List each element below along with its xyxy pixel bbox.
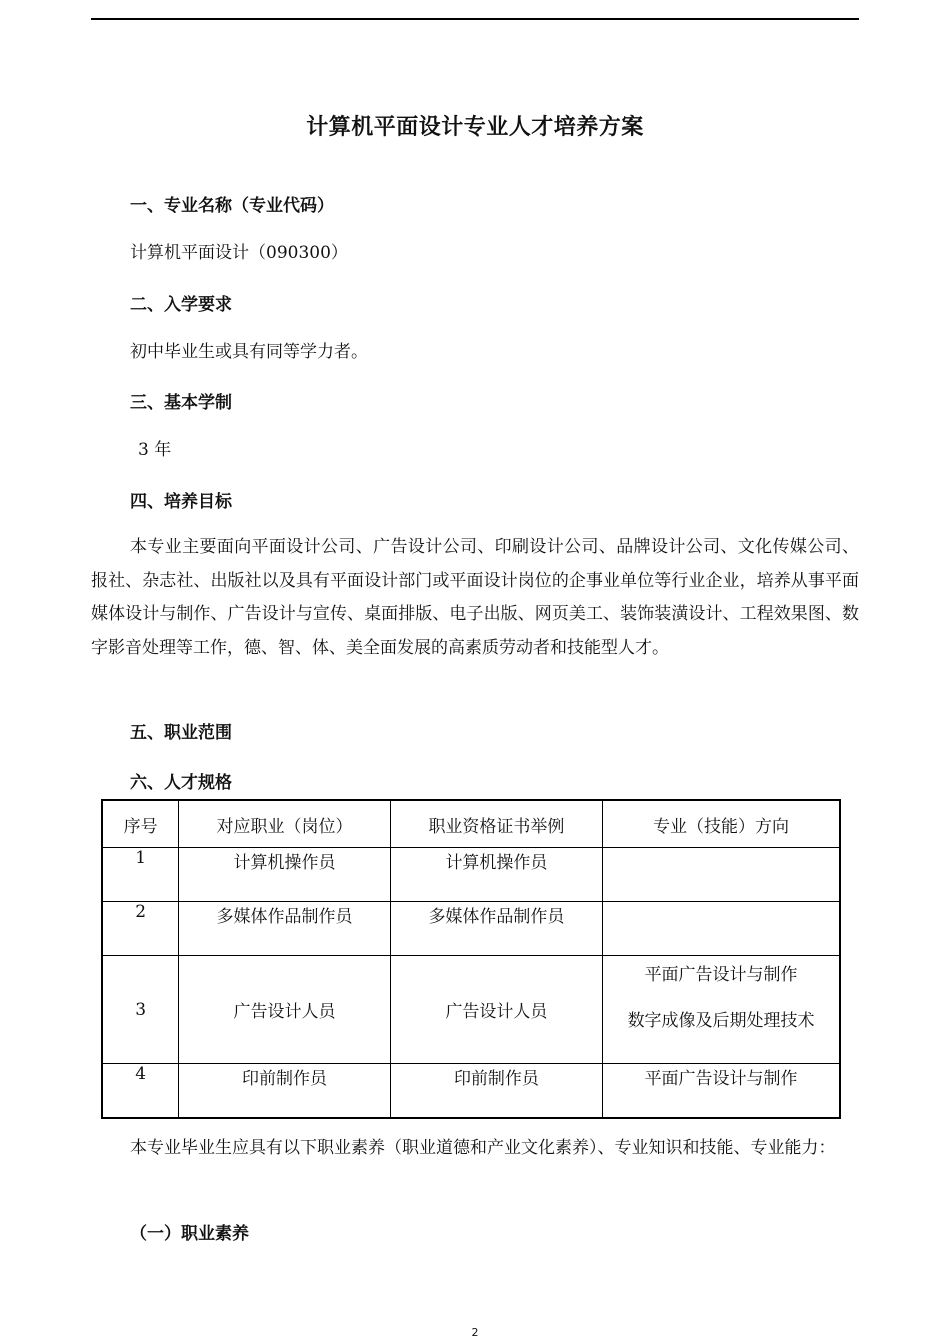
direction-line: 平面广告设计与制作 (644, 965, 798, 985)
section-heading-duration: 三、基本学制 (130, 393, 232, 413)
major-name-text: 计算机平面设计（090300） (130, 243, 348, 263)
subsection-heading-professional-quality: （一）职业素养 (130, 1224, 249, 1244)
cert-cell: 多媒体作品制作员 (390, 902, 602, 956)
objective-paragraph: 本专业主要面向平面设计公司、广告设计公司、印刷设计公司、品牌设计公司、文化传媒公司、报社、杂志社、出版社以及具有平面设计部门或平面设计岗位的企事业单位等行业企业，培养从事平面媒体设计与制作、广告设计与宣传、桌面排版、电子出版、网页美工、装饰装潢设计、工程效果图、数字影音处理等工作，德、智、体、美全面发展的高素质劳动者和技能型人才。 (91, 537, 859, 658)
table-row (102, 956, 840, 1064)
table-header-row (102, 800, 840, 848)
section-heading-career-scope: 五、职业范围 (130, 723, 232, 743)
header-cell: 对应职业（岗位） (179, 800, 390, 848)
row-number-cell: 3 (102, 956, 179, 1064)
direction-line: 数字成像及后期处理技术 (627, 1011, 815, 1031)
header-rule (91, 18, 859, 20)
direction-cell: 平面广告设计与制作 (603, 1064, 840, 1119)
header-cell: 序号 (102, 800, 179, 848)
admission-text: 初中毕业生或具有同等学力者。 (130, 342, 368, 362)
document-title: 计算机平面设计专业人才培养方案 (306, 115, 644, 140)
section-heading-talent-spec: 六、人才规格 (130, 773, 232, 793)
job-cell: 多媒体作品制作员 (179, 902, 390, 956)
table-row (102, 902, 840, 956)
job-cell: 计算机操作员 (179, 848, 390, 902)
table-row (102, 848, 840, 902)
header-cell: 专业（技能）方向 (603, 800, 840, 848)
job-cell: 广告设计人员 (179, 956, 390, 1064)
row-number-cell: 4 (102, 1064, 179, 1119)
header-cell: 职业资格证书举例 (390, 800, 602, 848)
page-number: 2 (471, 1326, 479, 1339)
row-number-cell: 1 (102, 848, 179, 902)
table-row (102, 1064, 840, 1119)
direction-cell (603, 848, 840, 902)
direction-cell (603, 956, 840, 1064)
talent-spec-table (101, 799, 841, 1119)
duration-text: 3 年 (138, 440, 172, 460)
direction-cell (603, 902, 840, 956)
job-cell: 印前制作员 (179, 1064, 390, 1119)
cert-cell: 印前制作员 (390, 1064, 602, 1119)
section-heading-major-name: 一、专业名称（专业代码） (130, 196, 334, 216)
section-heading-objective: 四、培养目标 (130, 492, 232, 512)
row-number-cell: 2 (102, 902, 179, 956)
section-heading-admission: 二、入学要求 (130, 295, 232, 315)
graduate-requirements-paragraph: 本专业毕业生应具有以下职业素养（职业道德和产业文化素养）、专业知识和技能、专业能力： (130, 1138, 836, 1158)
cert-cell: 广告设计人员 (390, 956, 602, 1064)
cert-cell: 计算机操作员 (390, 848, 602, 902)
